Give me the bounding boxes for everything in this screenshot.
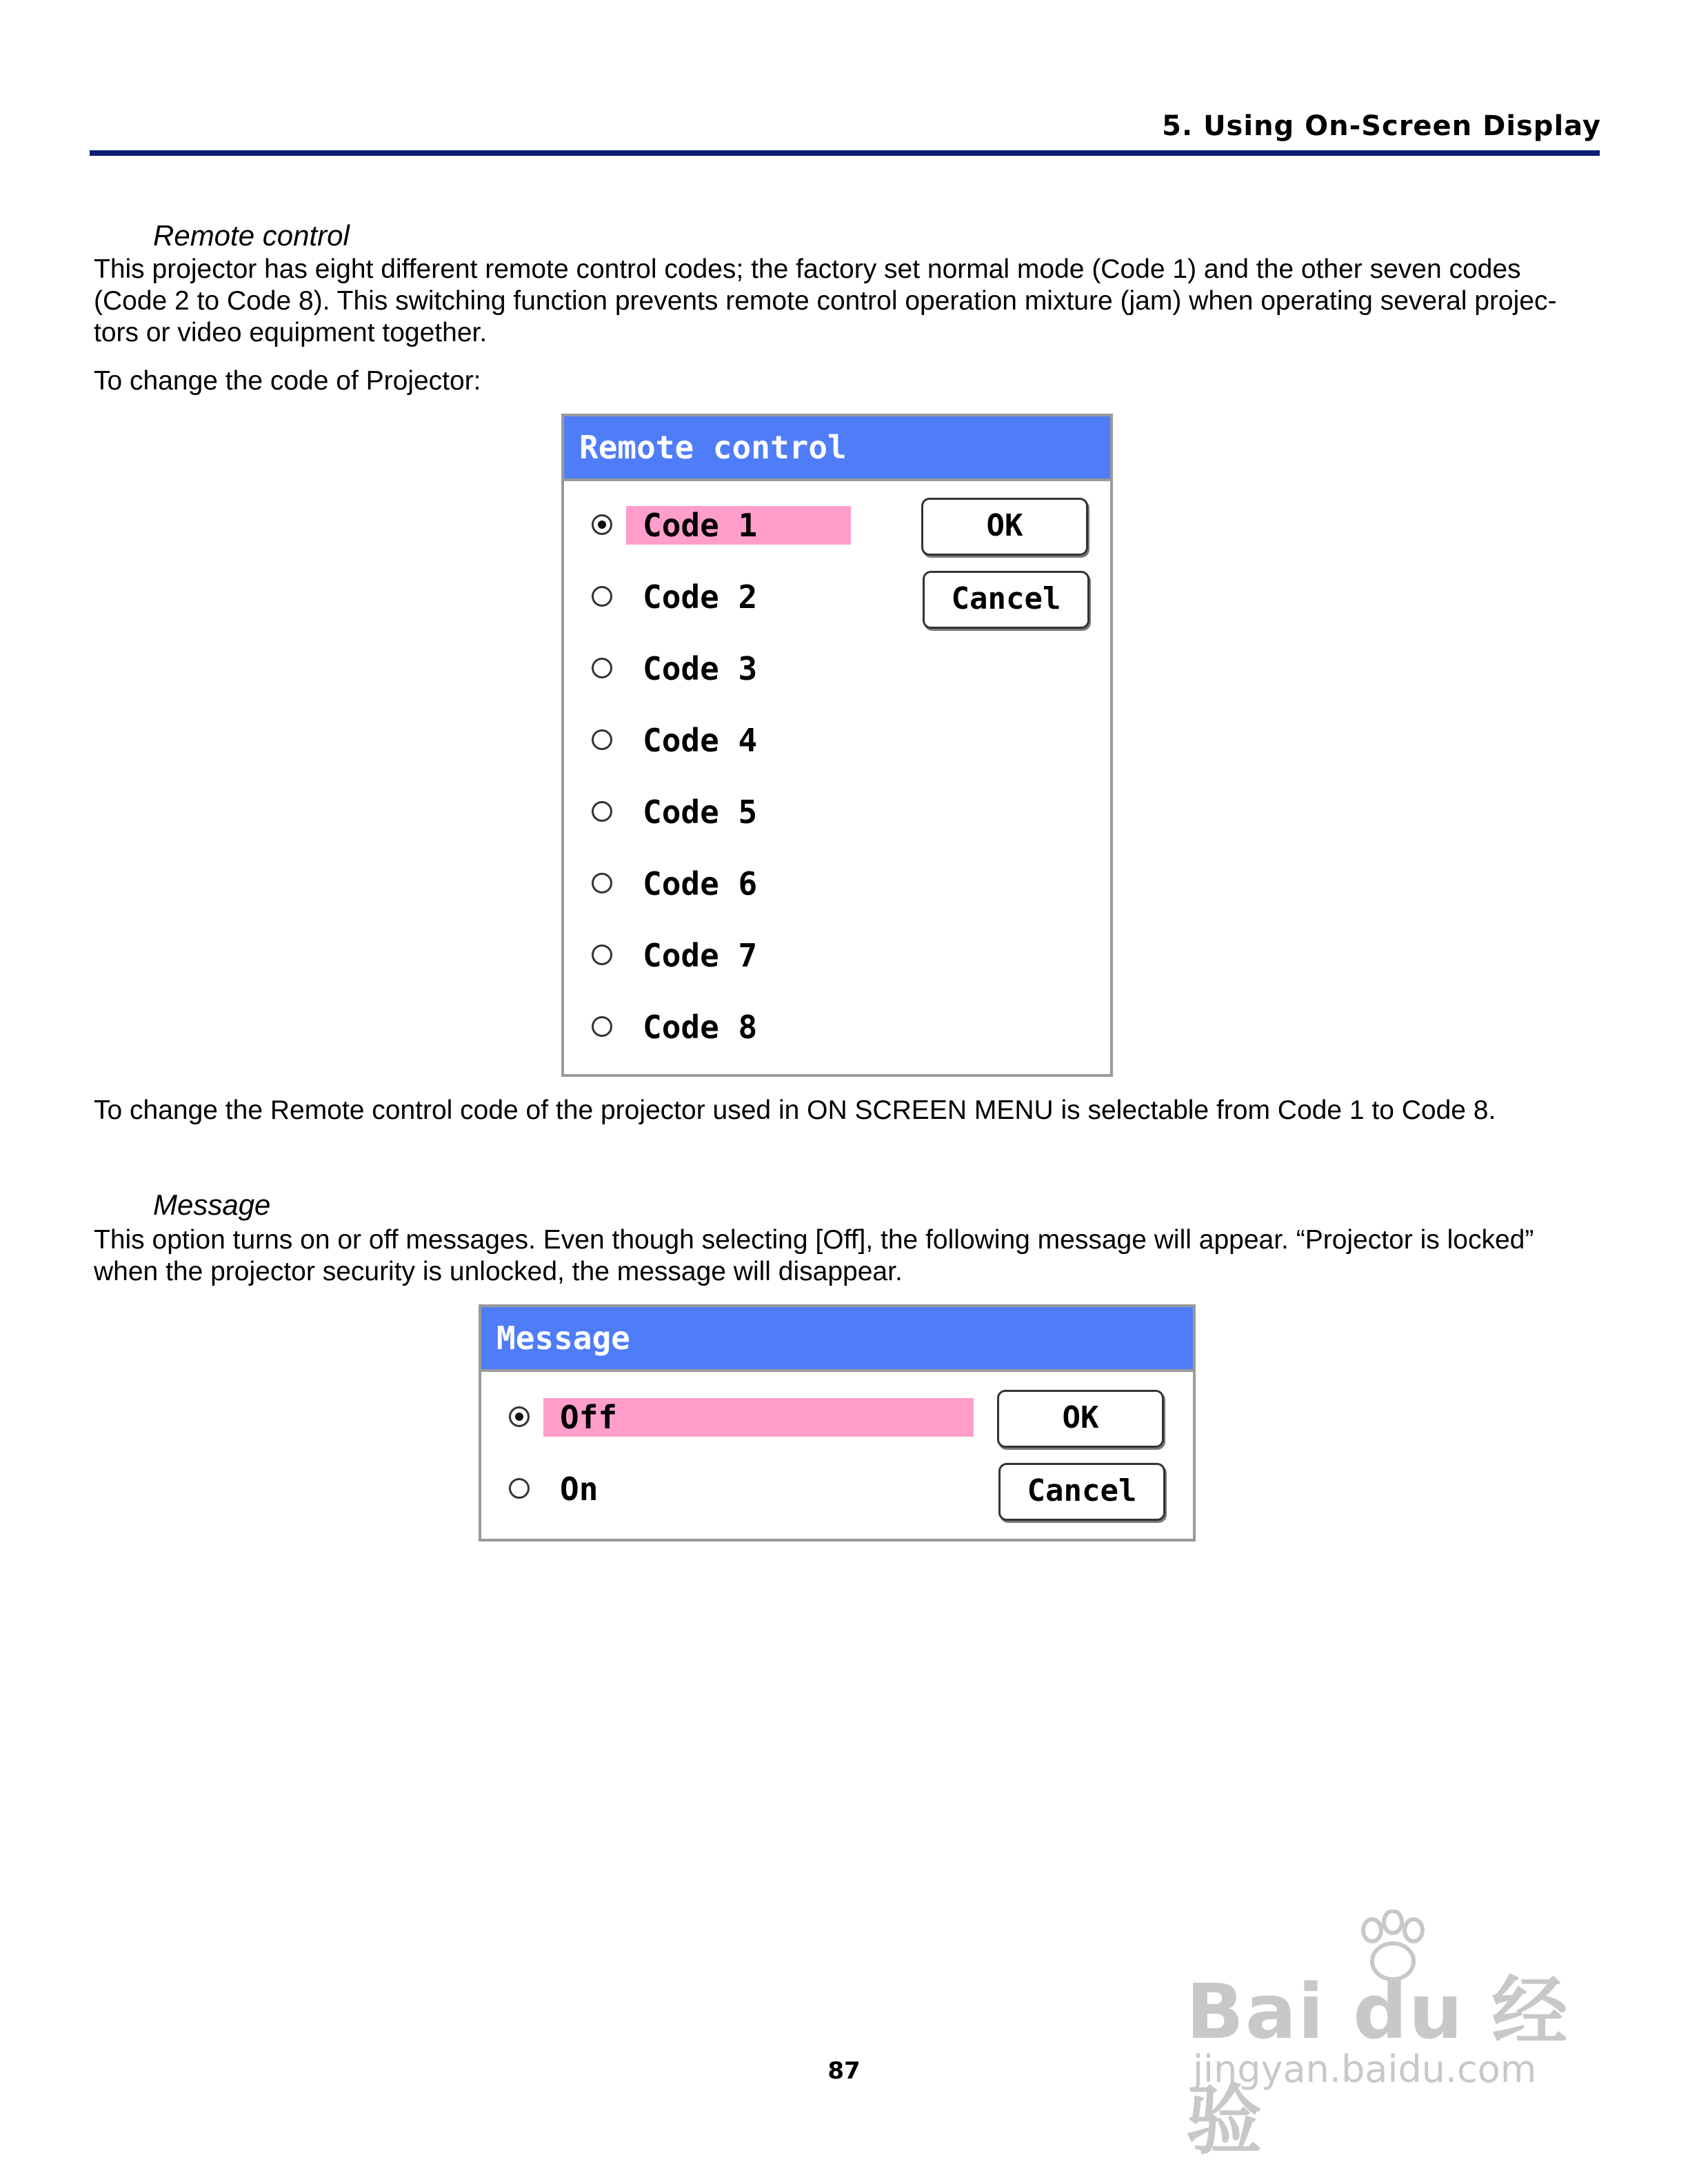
- option-label: Code 4: [643, 722, 758, 759]
- radio-option[interactable]: [592, 1008, 858, 1049]
- message-description: [94, 1224, 1597, 1288]
- option-label: Code 8: [643, 1009, 758, 1046]
- radio-unchecked-icon[interactable]: [592, 873, 612, 893]
- radio-unchecked-icon[interactable]: [592, 658, 612, 678]
- dialog-title: Message: [481, 1307, 1193, 1369]
- option-label: Off: [543, 1398, 974, 1437]
- paragraph-line: (Code 2 to Code 8). This switching function prevents remote control operation mixture (jam) when operating several projec-: [94, 286, 1557, 316]
- paragraph-line: tors or video equipment together.: [94, 318, 488, 347]
- radio-unchecked-icon[interactable]: [592, 1016, 612, 1037]
- option-label: Code 1: [626, 506, 851, 545]
- option-label: Code 7: [643, 937, 758, 974]
- option-label: Code 6: [643, 865, 758, 902]
- remote-control-description: [94, 254, 1597, 349]
- cancel-button[interactable]: Cancel: [923, 571, 1089, 629]
- remote-control-dialog: [561, 414, 1113, 1077]
- radio-option[interactable]: [592, 865, 858, 906]
- cancel-button[interactable]: Cancel: [998, 1463, 1165, 1521]
- option-label: Code 2: [643, 578, 758, 616]
- dialog-title: Remote control: [564, 416, 1110, 478]
- message-dialog: [479, 1304, 1196, 1541]
- remote-control-instruction: To change the code of Projector:: [94, 366, 481, 396]
- radio-option[interactable]: [592, 936, 858, 978]
- radio-option[interactable]: [592, 506, 858, 547]
- watermark-url: jingyan.baidu.com: [1193, 2048, 1537, 2091]
- option-label: On: [560, 1470, 599, 1508]
- option-label: Code 3: [643, 650, 758, 687]
- paragraph-line: when the projector security is unlocked, the message will disappear.: [94, 1257, 903, 1286]
- radio-unchecked-icon[interactable]: [509, 1478, 530, 1499]
- radio-unchecked-icon[interactable]: [592, 944, 612, 965]
- paragraph-line: This projector has eight different remote control codes; the factory set normal mode (Code 1) and the other seven codes: [94, 254, 1521, 284]
- radio-unchecked-icon[interactable]: [592, 729, 612, 750]
- message-heading: Message: [153, 1189, 271, 1221]
- page-number: 87: [827, 2057, 861, 2085]
- dialog-title-divider: [564, 478, 1110, 481]
- radio-option[interactable]: [592, 793, 858, 834]
- remote-control-heading: Remote control: [153, 219, 350, 252]
- option-label: Code 5: [643, 793, 758, 831]
- remote-control-note: To change the Remote control code of the projector used in ON SCREEN MENU is selectable from Code 1 to Code 8.: [94, 1095, 1496, 1125]
- paragraph-line: This option turns on or off messages. Even though selecting [Off], the following message will appear. “Projector is locked”: [94, 1225, 1534, 1255]
- radio-unchecked-icon[interactable]: [592, 801, 612, 822]
- radio-checked-icon[interactable]: [509, 1406, 530, 1427]
- watermark-logo: Bai du 经验: [1186, 1968, 1569, 2165]
- radio-option[interactable]: [592, 578, 858, 619]
- radio-option[interactable]: [592, 649, 858, 691]
- radio-option[interactable]: [592, 721, 858, 762]
- ok-button[interactable]: OK: [997, 1390, 1164, 1448]
- radio-unchecked-icon[interactable]: [592, 586, 612, 607]
- chapter-title: 5. Using On-Screen Display: [1162, 110, 1601, 142]
- baidu-watermark: [1186, 1910, 1600, 2165]
- radio-option[interactable]: [509, 1398, 981, 1439]
- dialog-title-divider: [481, 1369, 1193, 1372]
- ok-button[interactable]: OK: [921, 498, 1088, 556]
- header-divider: [90, 150, 1600, 156]
- radio-option[interactable]: [509, 1470, 981, 1511]
- radio-checked-icon[interactable]: [592, 514, 612, 535]
